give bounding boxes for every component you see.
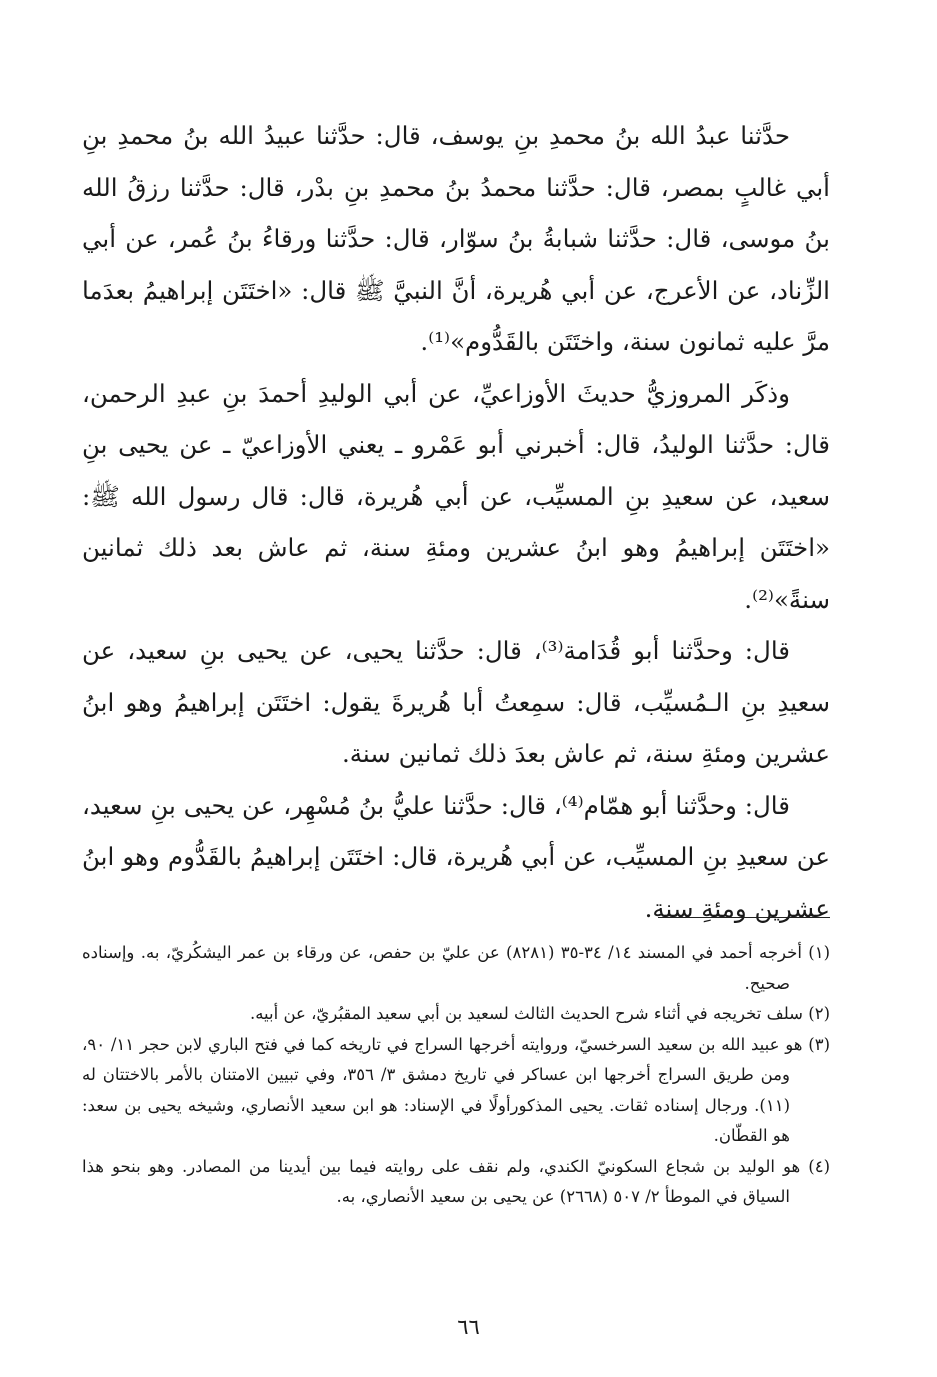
footnote: (٣) هو عبيد الله بن سعيد السرخسيّ، وروايته أخرجها السراج في تاريخه كما في فتح الباري لابن حجر ١١/ ٩٠، ومن طريق السراج أخرجها ابن عساكر في تاريخ دمشق ٣/ ٣٥٦، وفي تبيين الامتنان بالأمر بالاختتان له (١١). ورجال إسناده ثقات. يحيى المذكورأولًا في الإسناد: هو ابن سعيد الأنصاري، وشيخه يحيى بن سعد: هو القطّان. bbox=[82, 1034, 830, 1145]
footnote-separator bbox=[658, 917, 830, 918]
paragraph: قال: وحدَّثنا أبو قُدَامة⁽³⁾، قال: حدَّثنا يحيى، عن يحيى بنِ سعيد، عن سعيدِ بنِ الـمُسيِّب، قال: سمِعتُ أبا هُريرةَ يقول: اختَتَن إبراهيمُ وهو ابنُ عشرين ومئةِ سنة، ثم عاش بعدَ ذلك ثمانين سنة. bbox=[82, 636, 830, 768]
paragraph: وذكَر المروزيُّ حديثَ الأوزاعيِّ، عن أبي الوليدِ أحمدَ بنِ عبدِ الرحمن، قال: حدَّثنا الوليدُ، قال: أخبرني أبو عَمْرو ـ يعني الأوزاعيّ ـ عن يحيى بنِ سعيد، عن سعيدِ بنِ المسيِّب، عن أبي هُريرة، قال: قال رسول الله ﷺ: «اختَتَن إبراهيمُ وهو ابنُ عشرين ومئةِ سنة، ثم عاش بعد ذلك ثمانين سنةً»⁽²⁾. bbox=[82, 378, 830, 614]
main-text bbox=[82, 110, 830, 934]
paragraph: قال: وحدَّثنا أبو همّام⁽⁴⁾، قال: حدَّثنا عليُّ بنُ مُسْهِر، عن يحيى بنِ سعيد، عن سعيدِ بنِ المسيِّب، عن أبي هُريرة، قال: اختَتَن إبراهيمُ بالقَدُّوم وهو ابنُ عشرين ومئةِ سنة. bbox=[82, 790, 830, 923]
page-number: ٦٦ bbox=[457, 1315, 480, 1339]
footnote: (٢) سلف تخريجه في أثناء شرح الحديث الثالث لسعيد بن أبي سعيد المقبُريّ، عن أبيه. bbox=[249, 1004, 830, 1023]
paragraph: حدَّثنا عبدُ الله بنُ محمدِ بنِ يوسف، قال: حدَّثنا عبيدُ الله بنُ محمدِ بنِ أبي غالبٍ بمصر، قال: حدَّثنا محمدُ بنُ محمدِ بنِ بدْر، قال: حدَّثنا رزقُ الله بنُ موسى، قال: حدَّثنا شبابةُ بنُ سوّار، قال: حدَّثنا ورقاءُ بنُ عُمر، عن أبي الزِّناد، عن الأعرج، عن أبي هُريرة، أنَّ النبيَّ ﷺ قال: «اختَتَن إبراهيمُ بعدَما مرَّ عليه ثمانون سنة، واختَتَن بالقَدُّوم»⁽¹⁾. bbox=[82, 121, 830, 356]
footnote: (١) أخرجه أحمد في المسند ١٤/ ٣٤-٣٥ (٨٢٨١) عن عليّ بن حفص، عن ورقاء بن عمر اليشكُريّ، به. وإسناده صحيح. bbox=[82, 943, 831, 993]
footnote: (٤) هو الوليد بن شجاع السكونيّ الكندي، ولم نقف على روايته فيما بين أيدينا من المصادر. وهو بنحو هذا السياق في الموطأ ٢/ ٥٠٧ (٢٦٦٨) عن يحيى بن سعيد الأنصاري، به. bbox=[82, 1156, 830, 1206]
footnotes bbox=[82, 938, 830, 1213]
